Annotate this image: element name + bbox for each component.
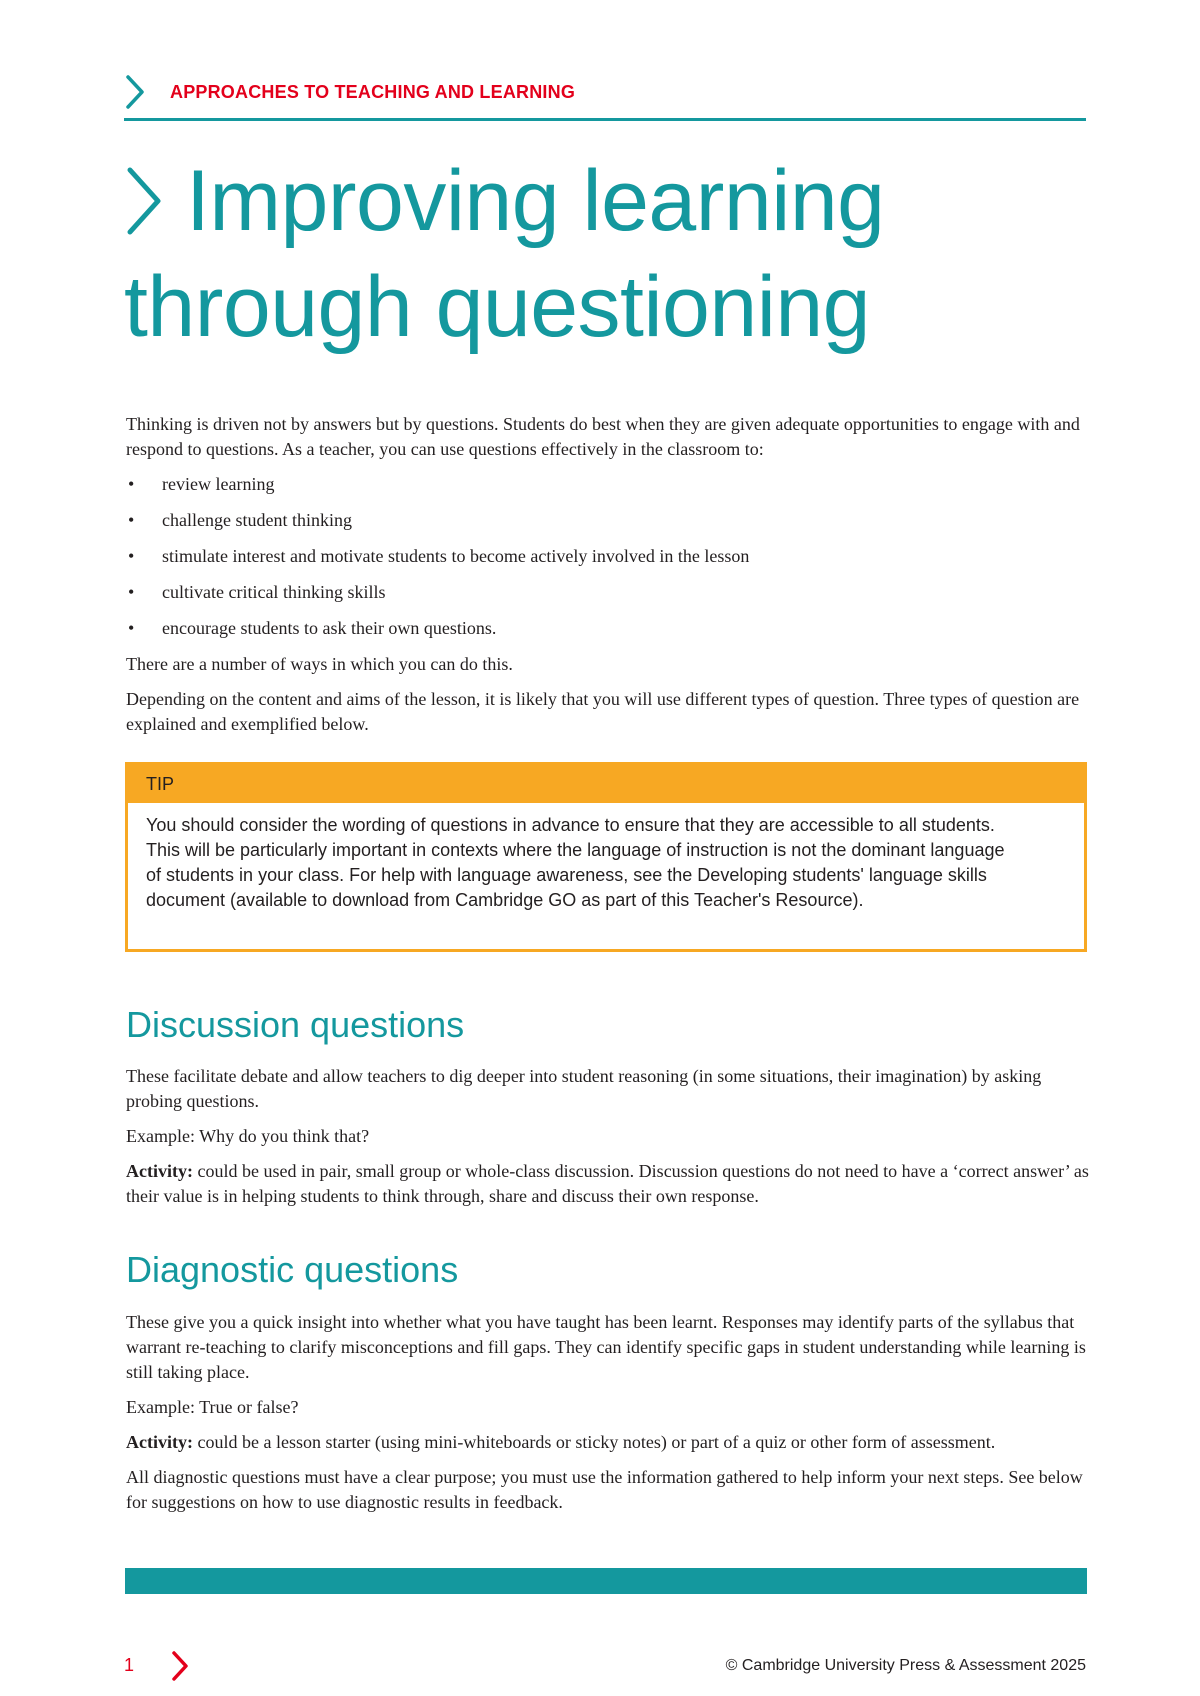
list-item: • review learning (126, 472, 1092, 497)
diagnostic-activity (126, 1430, 1092, 1455)
bullet-icon: • (128, 474, 135, 494)
title-line-1: Improving learning (186, 153, 885, 249)
activity-text: could be a lesson starter (using mini-whiteboards or sticky notes) or part of a quiz or other form of assessment. (192, 1432, 996, 1452)
tip-box (125, 762, 1087, 952)
discussion-example: Example: Why do you think that? (126, 1126, 370, 1146)
diagnostic-heading: Diagnostic questions (126, 1249, 459, 1290)
bullet-icon: • (128, 510, 135, 530)
bullet-icon: • (128, 618, 135, 638)
diagnostic-description: These give you a quick insight into whether what you have taught has been learnt. Responses may identify parts of the syllabus that warrant re-teaching to clarify misconceptions and fill gaps. They can identify specific gaps in student understanding while learning is still taking place. (126, 1312, 1086, 1382)
header-rule (124, 118, 1086, 121)
footer-bar (125, 1568, 1087, 1594)
discussion-section (126, 1064, 1092, 1219)
list-item: • encourage students to ask their own questions. (126, 616, 1092, 641)
bullet-icon: • (128, 582, 135, 602)
activity-text: could be used in pair, small group or whole-class discussion. Discussion questions do not need to have a ‘correct answer’ as their value is in helping students to think through, share and discuss their own response. (126, 1161, 1089, 1206)
section-label: APPROACHES TO TEACHING AND LEARNING (170, 82, 576, 102)
follow-paragraph-2: Depending on the content and aims of the lesson, it is likely that you will use different types of question. Three types of question are explained and exemplified below. (126, 689, 1080, 734)
discussion-heading: Discussion questions (126, 1004, 465, 1045)
intro-section (126, 412, 1092, 737)
page-number: 1 (124, 1655, 135, 1675)
title-line-2: through questioning (124, 259, 870, 355)
activity-label: Activity: (126, 1161, 193, 1181)
tip-heading: TIP (128, 765, 1084, 803)
chevron-right-icon (124, 74, 146, 110)
diagnostic-section (126, 1310, 1092, 1525)
discussion-description: These facilitate debate and allow teachers to dig deeper into student reasoning (in some situations, their imagination) by asking probing questions. (126, 1066, 1042, 1111)
bullet-icon: • (128, 546, 135, 566)
list-item: • stimulate interest and motivate students to become actively involved in the lesson (126, 544, 1092, 569)
diagnostic-closing: All diagnostic questions must have a clear purpose; you must use the information gathered to help inform your next steps. See below for suggestions on how to use diagnostic results in feedback. (126, 1467, 1083, 1512)
discussion-activity (126, 1159, 1092, 1209)
intro-paragraph: Thinking is driven not by answers but by questions. Students do best when they are given adequate opportunities to engage with and respond to questions. As a teacher, you can use questions effectively in the classroom to: (126, 414, 1080, 459)
activity-label: Activity: (126, 1432, 193, 1452)
chevron-right-icon (170, 1650, 190, 1682)
running-header (124, 72, 1086, 120)
copyright-notice: © Cambridge University Press & Assessment 2025 (725, 1657, 1086, 1674)
tip-body: You should consider the wording of questions in advance to ensure that they are accessible to all students. This will be particularly important in contexts where the language of instruction is not the dominant language of students in your class. For help with language awareness, see the Developing students' language skills document (available to download from Cambridge GO as part of this Teacher's Resource). (146, 815, 1005, 910)
bullet-list (126, 472, 1092, 641)
follow-paragraph-1: There are a number of ways in which you can do this. (126, 654, 513, 674)
diagnostic-example: Example: True or false? (126, 1397, 299, 1417)
page-title (124, 148, 1104, 360)
list-item: • challenge student thinking (126, 508, 1092, 533)
list-item: • cultivate critical thinking skills (126, 580, 1092, 605)
